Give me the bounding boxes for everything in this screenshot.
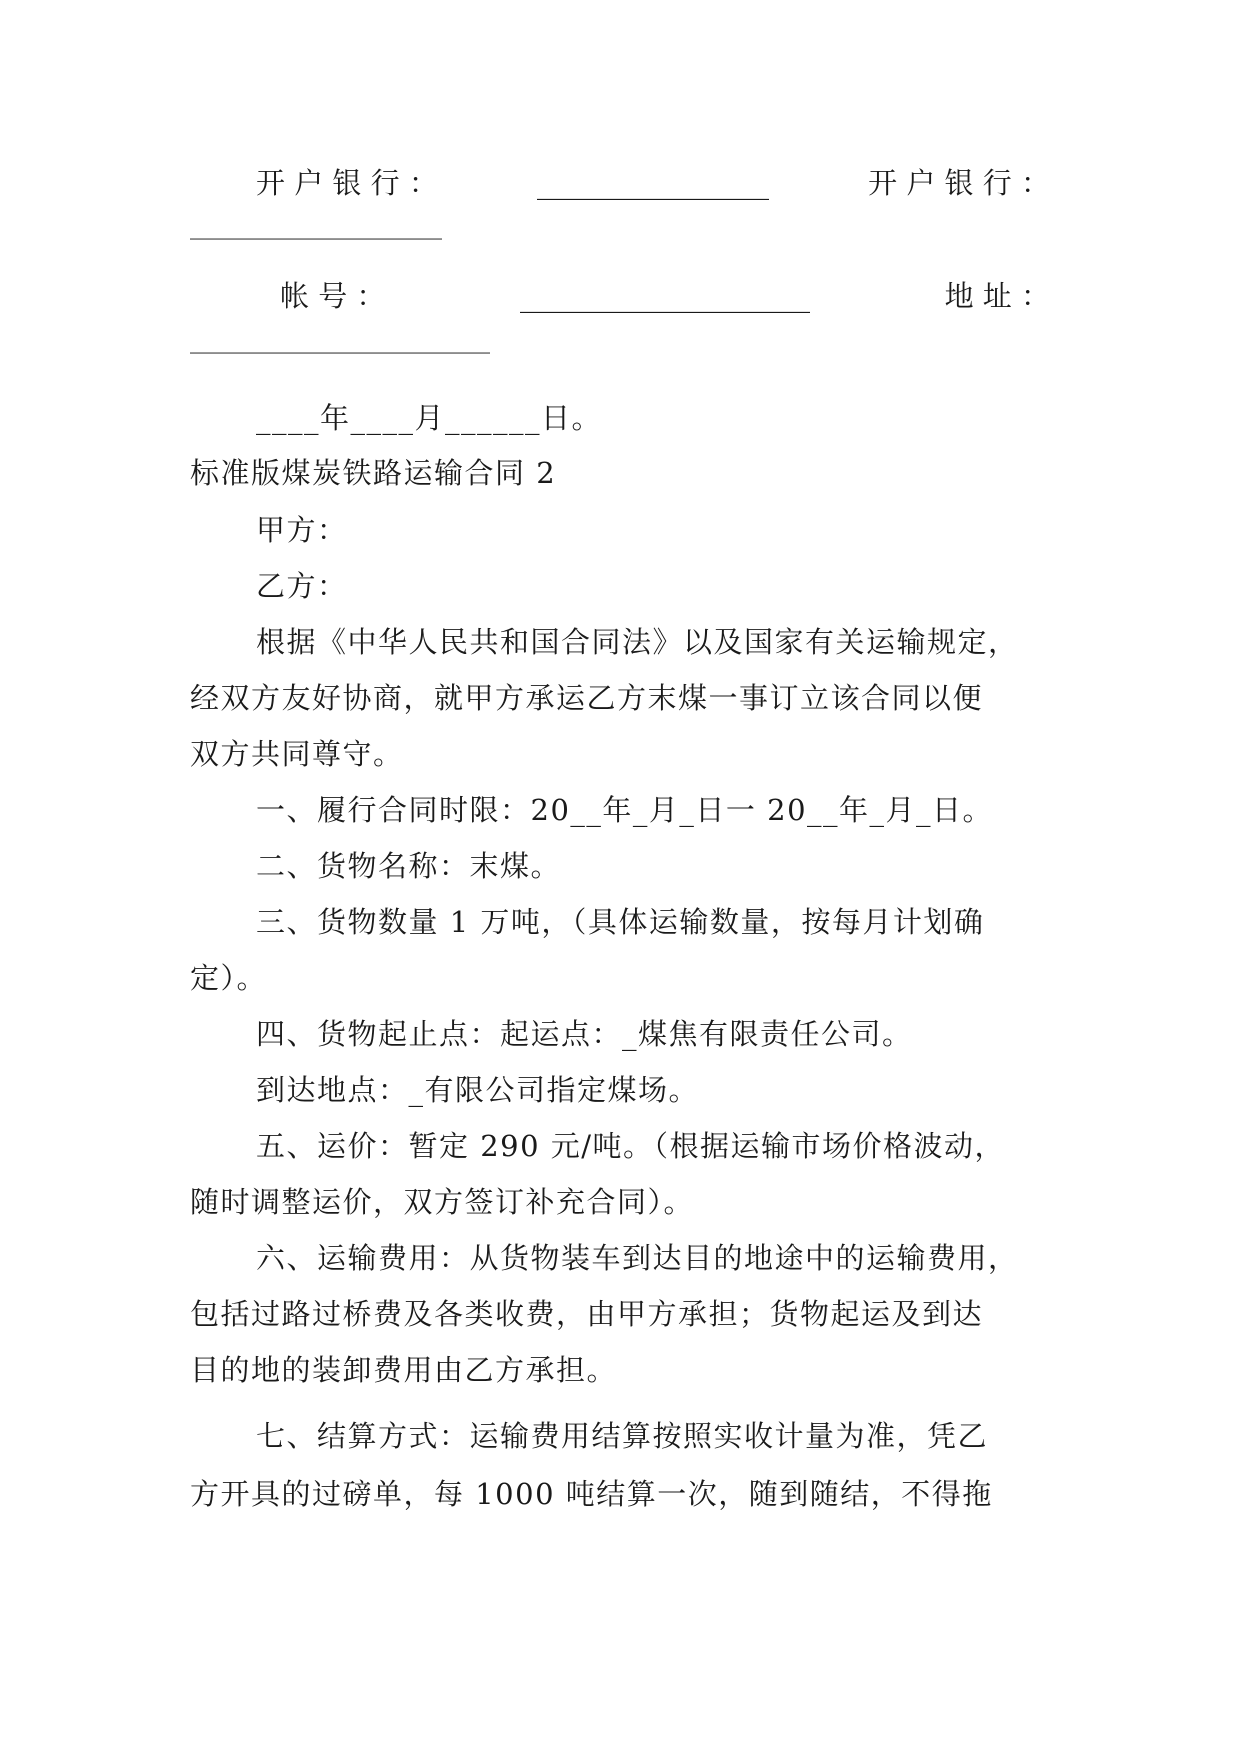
bank-line — [256, 163, 1050, 203]
address-continuation: _________________________ — [190, 326, 490, 354]
clause-4: 四、货物起止点：起运点：_煤焦有限责任公司。 — [256, 1017, 913, 1051]
clause-5-line-2: 随时调整运价，双方签订补充合同）。 — [190, 1185, 695, 1219]
clause-6-line-2: 包括过路过桥费及各类收费，由甲方承担；货物起运及到达 — [190, 1297, 984, 1331]
intro-line-1: 根据《中华人民共和国合同法》以及国家有关运输规定， — [256, 625, 1019, 659]
address-label: 地 址 ： — [944, 279, 1050, 313]
clause-5-line-1: 五、运价：暂定 290 元/吨。（根据运输市场价格波动， — [256, 1129, 1006, 1163]
clause-7-line-2: 方开具的过磅单，每 1000 吨结算一次，随到随结，不得拖 — [190, 1477, 993, 1511]
account-blank: ____________________ — [520, 279, 810, 313]
clause-6-line-3: 目的地的装卸费用由乙方承担。 — [190, 1353, 618, 1387]
clause-3-line-1: 三、货物数量 1 万吨，（具体运输数量，按每月计划确 — [256, 905, 985, 939]
clause-2: 二、货物名称：末煤。 — [256, 849, 562, 883]
clause-4b: 到达地点：_有限公司指定煤场。 — [256, 1073, 700, 1107]
party-a: 甲方： — [256, 513, 348, 547]
bank-label-b: 开 户 银 行 ： — [868, 166, 1050, 200]
party-b: 乙方： — [256, 569, 348, 603]
clause-6-line-1: 六、运输费用：从货物装车到达目的地途中的运输费用， — [256, 1241, 1019, 1275]
date-line: ____年____月______日。 — [256, 401, 603, 435]
contract-title: 标准版煤炭铁路运输合同 2 — [190, 456, 557, 490]
bank-continuation: _____________________ — [190, 212, 442, 240]
bank-blank-a: ________________ — [537, 166, 769, 200]
clause-1: 一、履行合同时限：20__年_月_日一 20__年_月_日。 — [256, 793, 994, 827]
intro-line-3: 双方共同尊守。 — [190, 737, 404, 771]
account-label: 帐 号 ： — [280, 279, 386, 313]
clause-7-line-1: 七、结算方式：运输费用结算按照实收计量为准，凭乙 — [256, 1419, 989, 1453]
bank-label-a: 开 户 银 行 ： — [256, 166, 438, 200]
account-line — [280, 276, 1050, 316]
clause-3-line-2: 定）。 — [190, 961, 268, 995]
intro-line-2: 经双方友好协商，就甲方承运乙方末煤一事订立该合同以便 — [190, 681, 984, 715]
